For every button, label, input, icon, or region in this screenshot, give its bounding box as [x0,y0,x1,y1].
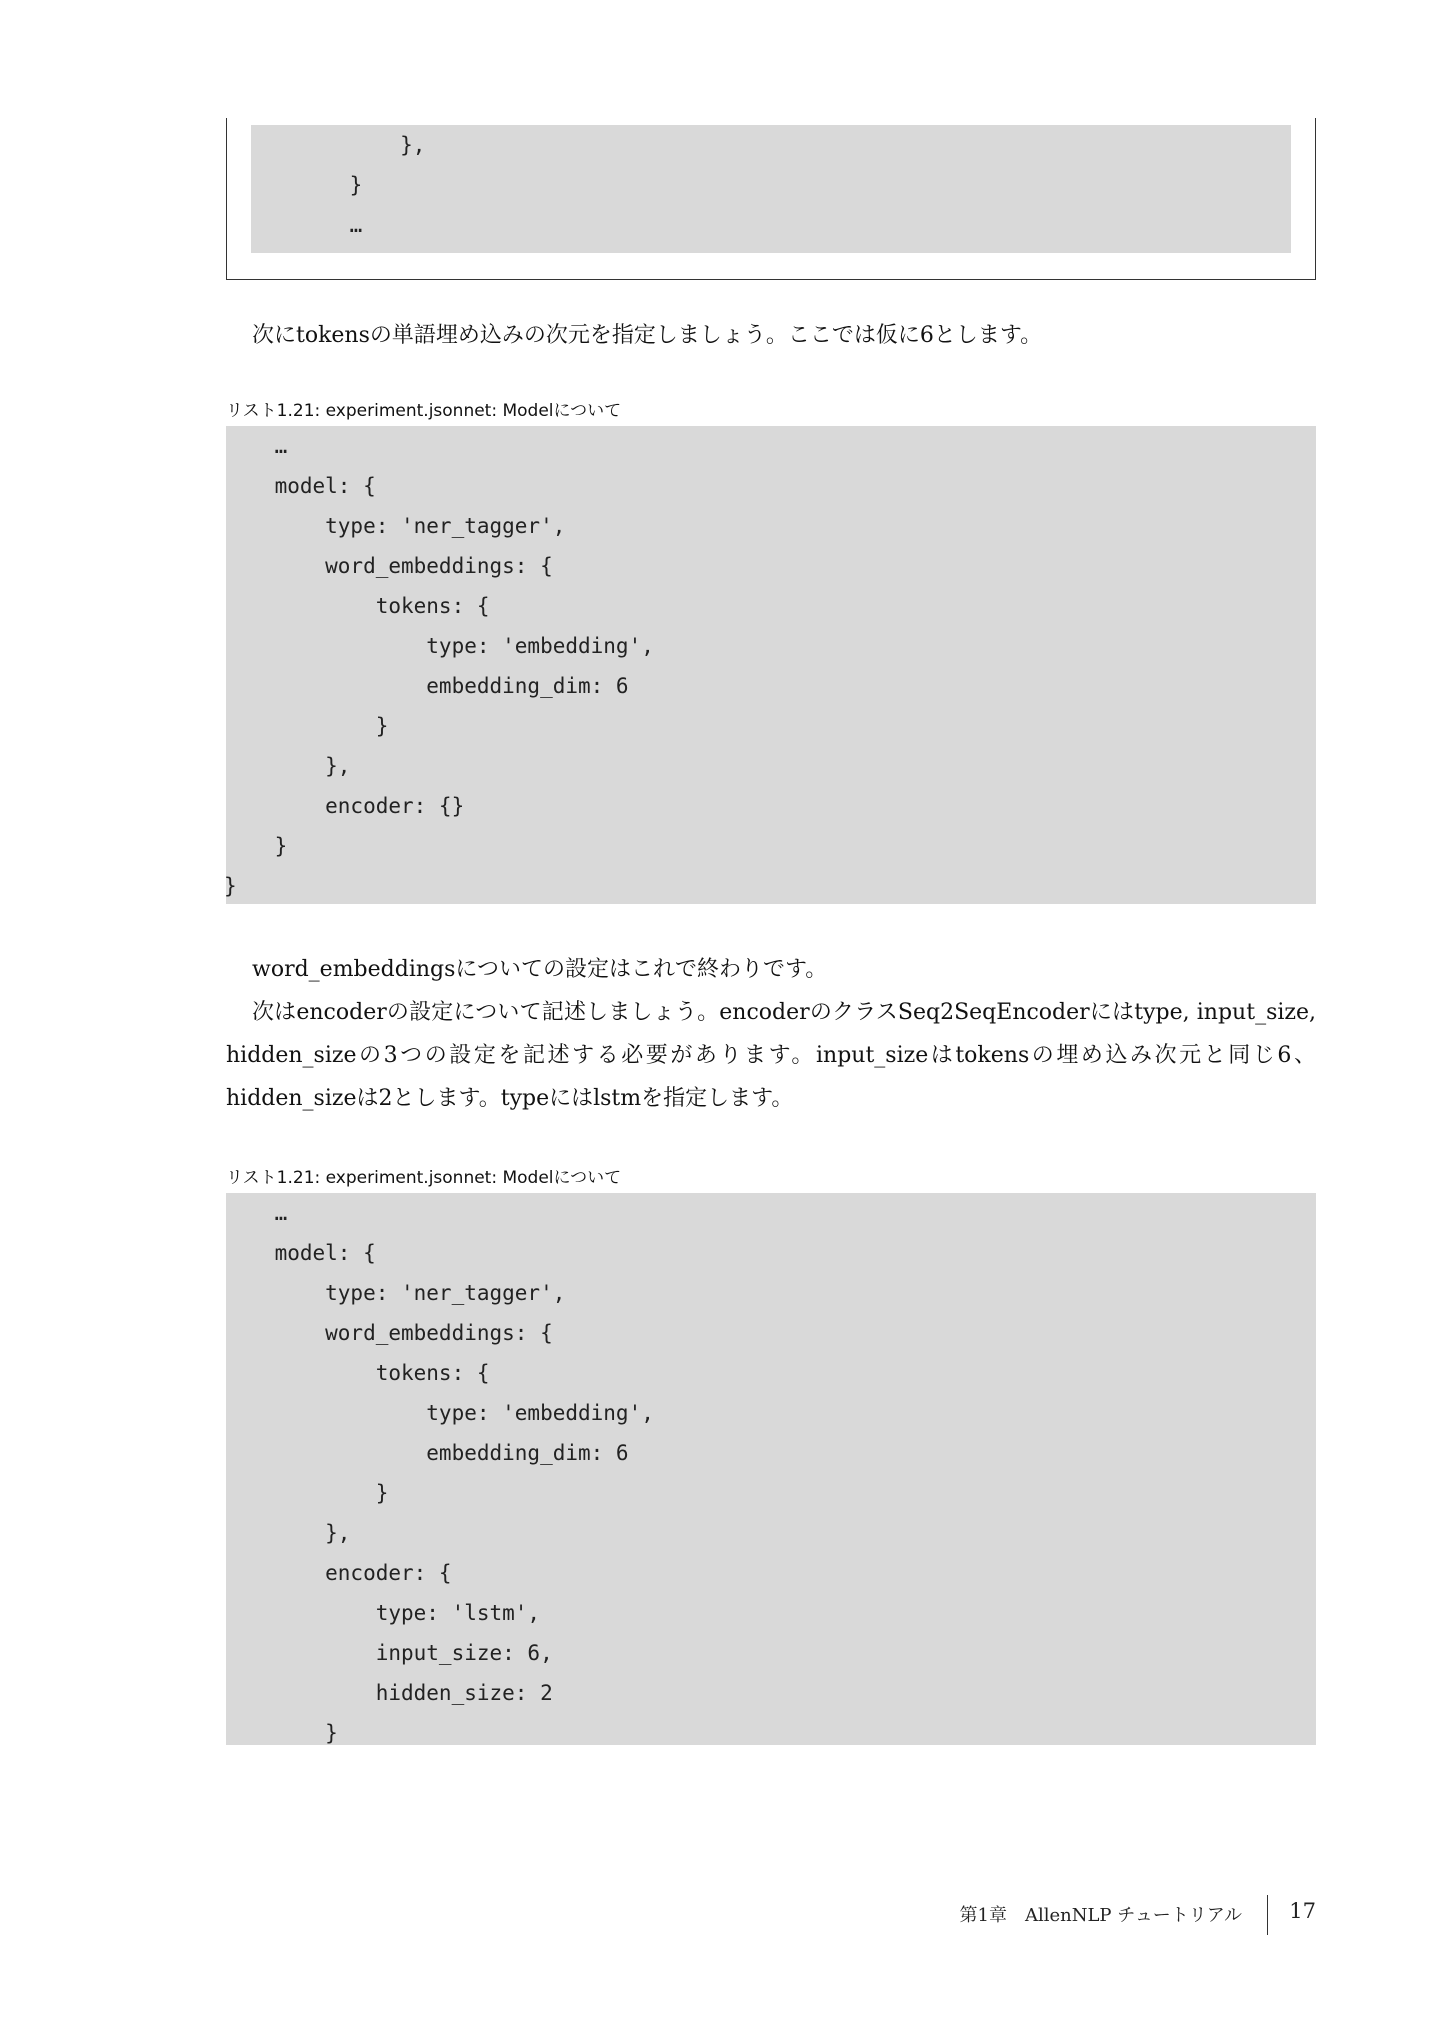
code-line: } [224,1481,389,1505]
code-line: } [224,714,389,738]
code-line: … [224,434,288,458]
code-line: } [224,1721,338,1745]
code-line: hidden_size: 2 [224,1681,553,1705]
page-footer [900,1895,1320,1935]
code-frame-background [251,125,1291,253]
intro-paragraph: 次にtokensの単語埋め込みの次元を指定しましょう。ここでは仮に6とします。 [252,323,1043,348]
listing-2-code [226,1193,1316,1745]
code-line: tokens: { [224,1361,490,1385]
code-line: }, [224,754,351,778]
code-line: } [224,874,237,898]
code-line: }, [299,133,426,157]
footer-divider [1267,1895,1269,1935]
code-line: }, [224,1521,351,1545]
code-frame-continuation [226,118,1316,280]
code-line: … [224,1201,288,1225]
code-line: } [299,173,363,197]
body-paragraph-1: word_embeddingsについての設定はこれで終わりです。 [252,957,828,982]
listing-1-code [226,426,1316,904]
listing-1-caption: リスト1.21: experiment.jsonnet: Modelについて [226,401,622,421]
code-line: input_size: 6, [224,1641,553,1665]
code-line: tokens: { [224,594,490,618]
code-line: word_embeddings: { [224,1321,553,1345]
body-paragraph-2: 次はencoderの設定について記述しましょう。encoderのクラスSeq2SeqEncoderにはtype, input_size, hidden_sizeの3つの設定を記述する必要があります。input_sizeはtokensの埋め込み次元と同じ6、hidden_sizeは2とします。typeにはlstmを指定します。 [226,1000,1316,1111]
code-line: … [299,213,363,237]
code-line: type: 'ner_tagger', [224,514,566,538]
code-line: type: 'embedding', [224,634,654,658]
code-line: type: 'lstm', [224,1601,541,1625]
code-line: } [224,834,288,858]
code-line: embedding_dim: 6 [224,674,629,698]
chapter-title: 第1章 AllenNLP チュートリアル [959,1905,1242,1926]
code-line: encoder: { [224,1561,452,1585]
code-line: encoder: {} [224,794,465,818]
page-number: 17 [1289,1899,1316,1923]
code-line: type: 'ner_tagger', [224,1281,566,1305]
code-fragment [299,125,425,245]
code-line: word_embeddings: { [224,554,553,578]
listing-2-caption: リスト1.21: experiment.jsonnet: Modelについて [226,1168,622,1188]
code-line: model: { [224,1241,376,1265]
code-line: model: { [224,474,376,498]
code-line: type: 'embedding', [224,1401,654,1425]
code-line: embedding_dim: 6 [224,1441,629,1465]
